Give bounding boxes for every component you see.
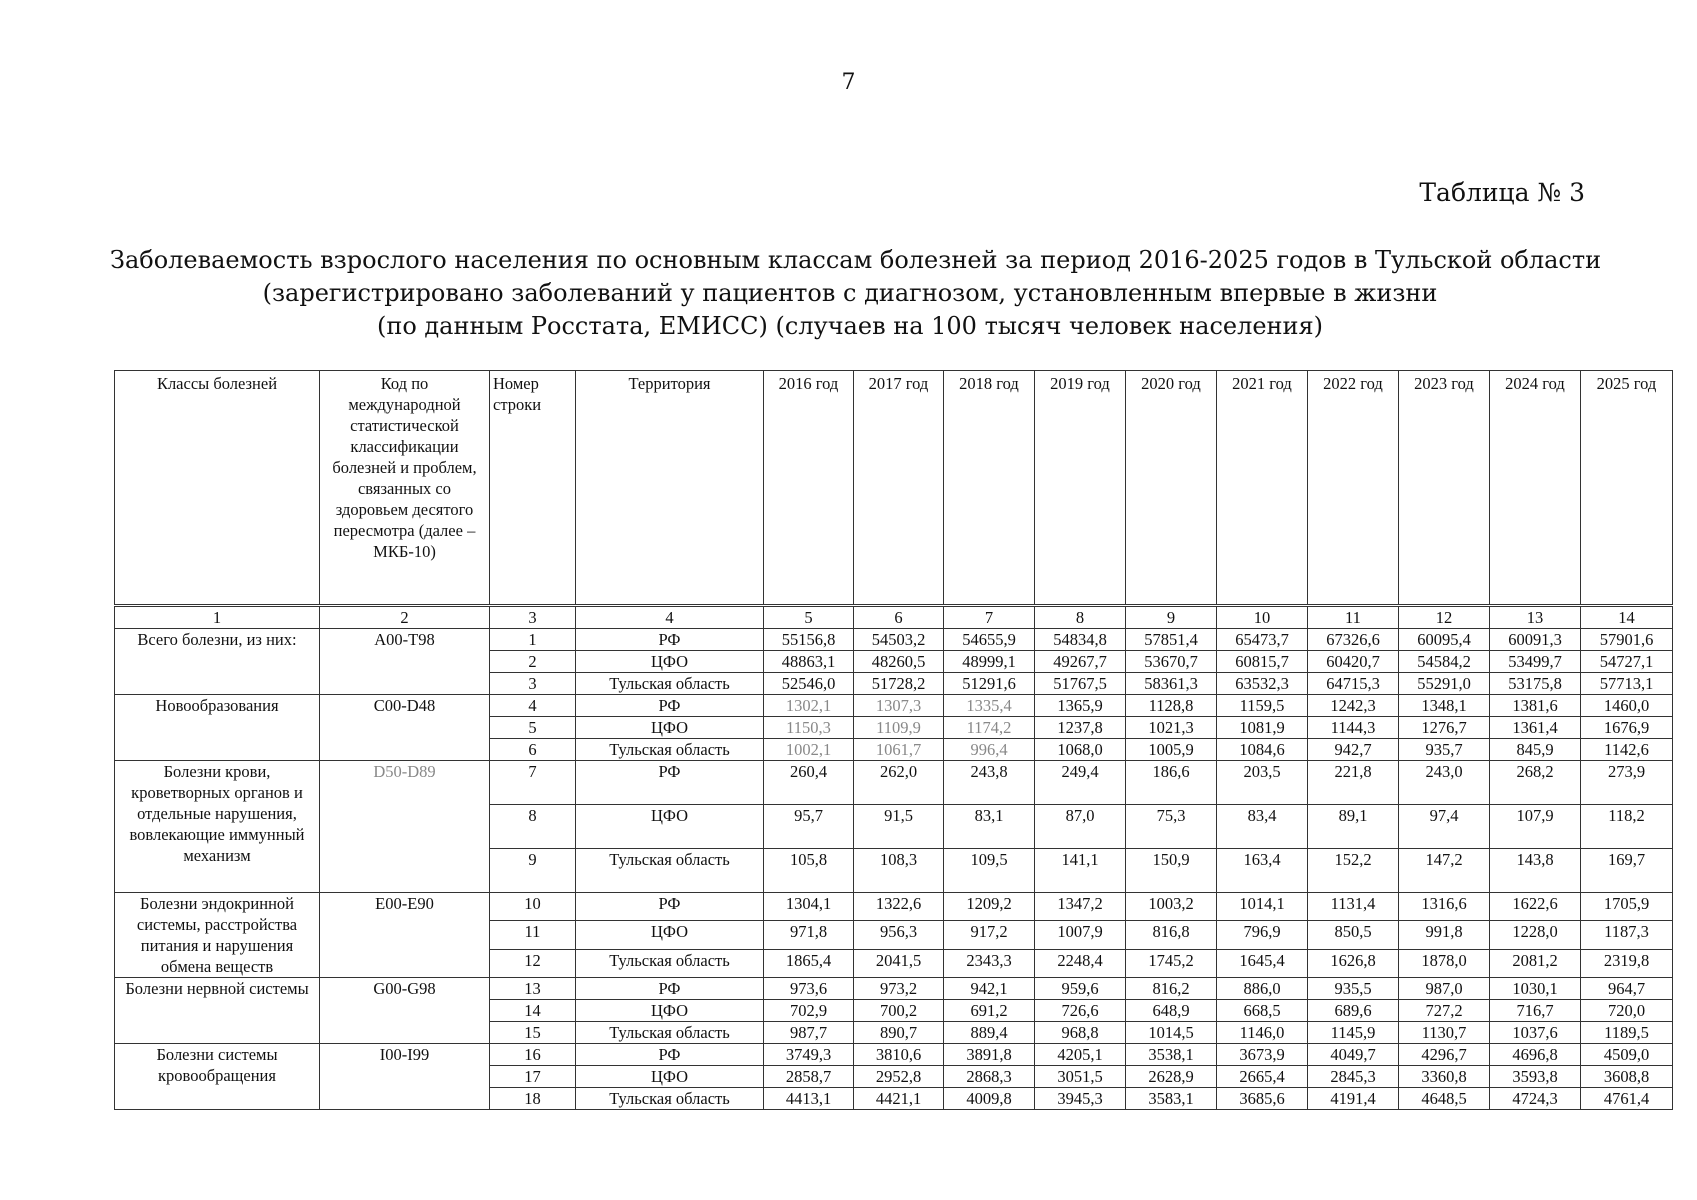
value-cell: 1109,9 [854, 717, 944, 739]
territory-cell: РФ [576, 1044, 764, 1066]
table-row [115, 978, 1673, 1000]
value-cell: 889,4 [944, 1022, 1035, 1044]
value-cell: 1005,9 [1126, 739, 1217, 761]
value-cell: 2343,3 [944, 949, 1035, 977]
disease-class-cell: Всего болезни, из них: [115, 629, 320, 695]
value-cell: 2952,8 [854, 1066, 944, 1088]
value-cell: 91,5 [854, 805, 944, 849]
value-cell: 1003,2 [1126, 893, 1217, 921]
row-number-cell: 3 [490, 673, 576, 695]
value-cell: 3810,6 [854, 1044, 944, 1066]
value-cell: 1676,9 [1581, 717, 1673, 739]
value-cell: 1304,1 [764, 893, 854, 921]
value-cell: 60420,7 [1308, 651, 1399, 673]
value-cell: 964,7 [1581, 978, 1673, 1000]
value-cell: 2081,2 [1490, 949, 1581, 977]
value-cell: 1187,3 [1581, 921, 1673, 949]
value-cell: 4296,7 [1399, 1044, 1490, 1066]
value-cell: 668,5 [1217, 1000, 1308, 1022]
table-row [115, 1044, 1673, 1066]
icd-code-cell: E00-E90 [320, 893, 490, 978]
value-cell: 4413,1 [764, 1088, 854, 1110]
value-cell: 141,1 [1035, 849, 1126, 893]
value-cell: 3945,3 [1035, 1088, 1126, 1110]
header-year: 2023 год [1399, 371, 1490, 606]
value-cell: 4421,1 [854, 1088, 944, 1110]
row-number-cell: 18 [490, 1088, 576, 1110]
value-cell: 243,0 [1399, 761, 1490, 805]
value-cell: 1145,9 [1308, 1022, 1399, 1044]
territory-cell: ЦФО [576, 717, 764, 739]
value-cell: 3593,8 [1490, 1066, 1581, 1088]
value-cell: 648,9 [1126, 1000, 1217, 1022]
column-number: 1 [115, 606, 320, 629]
row-number-cell: 7 [490, 761, 576, 805]
value-cell: 1626,8 [1308, 949, 1399, 977]
value-cell: 816,8 [1126, 921, 1217, 949]
value-cell: 1347,2 [1035, 893, 1126, 921]
value-cell: 75,3 [1126, 805, 1217, 849]
value-cell: 796,9 [1217, 921, 1308, 949]
row-number-cell: 10 [490, 893, 576, 921]
table-body [115, 629, 1673, 1110]
value-cell: 1014,1 [1217, 893, 1308, 921]
value-cell: 89,1 [1308, 805, 1399, 849]
column-number: 9 [1126, 606, 1217, 629]
value-cell: 1381,6 [1490, 695, 1581, 717]
territory-cell: РФ [576, 978, 764, 1000]
column-number: 3 [490, 606, 576, 629]
value-cell: 691,2 [944, 1000, 1035, 1022]
value-cell: 163,4 [1217, 849, 1308, 893]
column-number: 2 [320, 606, 490, 629]
icd-code-cell: C00-D48 [320, 695, 490, 761]
value-cell: 1865,4 [764, 949, 854, 977]
value-cell: 917,2 [944, 921, 1035, 949]
value-cell: 1002,1 [764, 739, 854, 761]
header-year: 2017 год [854, 371, 944, 606]
value-cell: 1174,2 [944, 717, 1035, 739]
territory-cell: РФ [576, 695, 764, 717]
value-cell: 987,0 [1399, 978, 1490, 1000]
value-cell: 51291,6 [944, 673, 1035, 695]
title-line-3: (по данным Росстата, ЕМИСС) (случаев на 100 тысяч человек населения) [376, 312, 1324, 340]
value-cell: 886,0 [1217, 978, 1308, 1000]
value-cell: 991,8 [1399, 921, 1490, 949]
value-cell: 1130,7 [1399, 1022, 1490, 1044]
value-cell: 55291,0 [1399, 673, 1490, 695]
value-cell: 942,7 [1308, 739, 1399, 761]
value-cell: 1068,0 [1035, 739, 1126, 761]
value-cell: 727,2 [1399, 1000, 1490, 1022]
disease-class-cell: Болезни системы кровообращения [115, 1044, 320, 1110]
column-number: 4 [576, 606, 764, 629]
row-number-cell: 6 [490, 739, 576, 761]
value-cell: 1878,0 [1399, 949, 1490, 977]
value-cell: 64715,3 [1308, 673, 1399, 695]
territory-cell: Тульская область [576, 949, 764, 977]
value-cell: 2041,5 [854, 949, 944, 977]
value-cell: 51767,5 [1035, 673, 1126, 695]
row-number-cell: 5 [490, 717, 576, 739]
row-number-cell: 2 [490, 651, 576, 673]
table-row [115, 629, 1673, 651]
column-number: 6 [854, 606, 944, 629]
value-cell: 203,5 [1217, 761, 1308, 805]
value-cell: 105,8 [764, 849, 854, 893]
value-cell: 890,7 [854, 1022, 944, 1044]
column-number: 11 [1308, 606, 1399, 629]
column-numbers-row [115, 606, 1673, 629]
value-cell: 3538,1 [1126, 1044, 1217, 1066]
document-title [110, 244, 1602, 343]
table-row [115, 695, 1673, 717]
value-cell: 57851,4 [1126, 629, 1217, 651]
disease-class-cell: Новообразования [115, 695, 320, 761]
value-cell: 1084,6 [1217, 739, 1308, 761]
header-year: 2019 год [1035, 371, 1126, 606]
value-cell: 1460,0 [1581, 695, 1673, 717]
value-cell: 1316,6 [1399, 893, 1490, 921]
value-cell: 48863,1 [764, 651, 854, 673]
value-cell: 2665,4 [1217, 1066, 1308, 1088]
title-line-1: Заболеваемость взрослого населения по основным классам болезней за период 2016-2025 годов в Тульской области [110, 246, 1602, 274]
value-cell: 3685,6 [1217, 1088, 1308, 1110]
header-territory: Территория [576, 371, 764, 606]
territory-cell: РФ [576, 893, 764, 921]
row-number-cell: 12 [490, 949, 576, 977]
territory-cell: Тульская область [576, 673, 764, 695]
icd-code-cell: I00-I99 [320, 1044, 490, 1110]
row-number-cell: 16 [490, 1044, 576, 1066]
value-cell: 3891,8 [944, 1044, 1035, 1066]
value-cell: 52546,0 [764, 673, 854, 695]
value-cell: 57713,1 [1581, 673, 1673, 695]
value-cell: 63532,3 [1217, 673, 1308, 695]
value-cell: 720,0 [1581, 1000, 1673, 1022]
value-cell: 845,9 [1490, 739, 1581, 761]
header-row [115, 371, 1673, 606]
morbidity-table [114, 370, 1673, 1110]
value-cell: 243,8 [944, 761, 1035, 805]
value-cell: 95,7 [764, 805, 854, 849]
value-cell: 60091,3 [1490, 629, 1581, 651]
value-cell: 53175,8 [1490, 673, 1581, 695]
value-cell: 3360,8 [1399, 1066, 1490, 1088]
column-number: 13 [1490, 606, 1581, 629]
value-cell: 54584,2 [1399, 651, 1490, 673]
value-cell: 57901,6 [1581, 629, 1673, 651]
territory-cell: РФ [576, 761, 764, 805]
value-cell: 1361,4 [1490, 717, 1581, 739]
value-cell: 4761,4 [1581, 1088, 1673, 1110]
value-cell: 2868,3 [944, 1066, 1035, 1088]
icd-code-cell: G00-G98 [320, 978, 490, 1044]
row-number-cell: 11 [490, 921, 576, 949]
header-year: 2020 год [1126, 371, 1217, 606]
value-cell: 58361,3 [1126, 673, 1217, 695]
value-cell: 987,7 [764, 1022, 854, 1044]
table-row [115, 761, 1673, 805]
title-line-2: (зарегистрировано заболеваний у пациентов с диагнозом, установленным впервые в жизни [262, 279, 1438, 307]
value-cell: 53499,7 [1490, 651, 1581, 673]
value-cell: 1131,4 [1308, 893, 1399, 921]
value-cell: 1037,6 [1490, 1022, 1581, 1044]
value-cell: 1007,9 [1035, 921, 1126, 949]
territory-cell: Тульская область [576, 1088, 764, 1110]
value-cell: 2248,4 [1035, 949, 1126, 977]
column-number: 8 [1035, 606, 1126, 629]
value-cell: 48260,5 [854, 651, 944, 673]
value-cell: 1335,4 [944, 695, 1035, 717]
value-cell: 54655,9 [944, 629, 1035, 651]
value-cell: 996,4 [944, 739, 1035, 761]
value-cell: 1242,3 [1308, 695, 1399, 717]
value-cell: 249,4 [1035, 761, 1126, 805]
value-cell: 60815,7 [1217, 651, 1308, 673]
value-cell: 4049,7 [1308, 1044, 1399, 1066]
row-number-cell: 13 [490, 978, 576, 1000]
row-number-cell: 4 [490, 695, 576, 717]
row-number-cell: 1 [490, 629, 576, 651]
value-cell: 49267,7 [1035, 651, 1126, 673]
value-cell: 262,0 [854, 761, 944, 805]
value-cell: 959,6 [1035, 978, 1126, 1000]
value-cell: 150,9 [1126, 849, 1217, 893]
value-cell: 3051,5 [1035, 1066, 1126, 1088]
value-cell: 1322,6 [854, 893, 944, 921]
value-cell: 973,6 [764, 978, 854, 1000]
page-number: 7 [841, 70, 856, 95]
column-number: 5 [764, 606, 854, 629]
value-cell: 143,8 [1490, 849, 1581, 893]
value-cell: 726,6 [1035, 1000, 1126, 1022]
row-number-cell: 9 [490, 849, 576, 893]
value-cell: 109,5 [944, 849, 1035, 893]
value-cell: 118,2 [1581, 805, 1673, 849]
value-cell: 1030,1 [1490, 978, 1581, 1000]
value-cell: 147,2 [1399, 849, 1490, 893]
row-number-cell: 15 [490, 1022, 576, 1044]
value-cell: 702,9 [764, 1000, 854, 1022]
value-cell: 1081,9 [1217, 717, 1308, 739]
disease-class-cell: Болезни эндокринной системы, расстройства питания и нарушения обмена веществ [115, 893, 320, 978]
value-cell: 816,2 [1126, 978, 1217, 1000]
value-cell: 1150,3 [764, 717, 854, 739]
value-cell: 1745,2 [1126, 949, 1217, 977]
value-cell: 1276,7 [1399, 717, 1490, 739]
territory-cell: ЦФО [576, 1066, 764, 1088]
disease-class-cell: Болезни крови, кроветворных органов и отдельные нарушения, вовлекающие иммунный механизм [115, 761, 320, 893]
column-number: 12 [1399, 606, 1490, 629]
value-cell: 2858,7 [764, 1066, 854, 1088]
icd-code-cell: D50-D89 [320, 761, 490, 893]
column-number: 14 [1581, 606, 1673, 629]
value-cell: 152,2 [1308, 849, 1399, 893]
value-cell: 3608,8 [1581, 1066, 1673, 1088]
territory-cell: Тульская область [576, 739, 764, 761]
value-cell: 4696,8 [1490, 1044, 1581, 1066]
header-year: 2018 год [944, 371, 1035, 606]
value-cell: 1237,8 [1035, 717, 1126, 739]
header-year: 2021 год [1217, 371, 1308, 606]
value-cell: 273,9 [1581, 761, 1673, 805]
value-cell: 260,4 [764, 761, 854, 805]
value-cell: 169,7 [1581, 849, 1673, 893]
value-cell: 65473,7 [1217, 629, 1308, 651]
header-year: 2016 год [764, 371, 854, 606]
value-cell: 1159,5 [1217, 695, 1308, 717]
value-cell: 221,8 [1308, 761, 1399, 805]
header-row-number: Номер строки [490, 371, 576, 606]
value-cell: 83,4 [1217, 805, 1308, 849]
header-code: Код по международной статистической классификации болезней и проблем, связанных со здоровьем десятого пересмотра (далее – МКБ-10) [320, 371, 490, 606]
value-cell: 1307,3 [854, 695, 944, 717]
value-cell: 2628,9 [1126, 1066, 1217, 1088]
value-cell: 1146,0 [1217, 1022, 1308, 1044]
value-cell: 1014,5 [1126, 1022, 1217, 1044]
value-cell: 3583,1 [1126, 1088, 1217, 1110]
value-cell: 1228,0 [1490, 921, 1581, 949]
column-number: 10 [1217, 606, 1308, 629]
value-cell: 54503,2 [854, 629, 944, 651]
value-cell: 186,6 [1126, 761, 1217, 805]
value-cell: 67326,6 [1308, 629, 1399, 651]
territory-cell: ЦФО [576, 1000, 764, 1022]
value-cell: 1705,9 [1581, 893, 1673, 921]
value-cell: 83,1 [944, 805, 1035, 849]
value-cell: 689,6 [1308, 1000, 1399, 1022]
value-cell: 268,2 [1490, 761, 1581, 805]
value-cell: 935,5 [1308, 978, 1399, 1000]
disease-class-cell: Болезни нервной системы [115, 978, 320, 1044]
value-cell: 1189,5 [1581, 1022, 1673, 1044]
value-cell: 48999,1 [944, 651, 1035, 673]
value-cell: 3673,9 [1217, 1044, 1308, 1066]
territory-cell: Тульская область [576, 849, 764, 893]
value-cell: 3749,3 [764, 1044, 854, 1066]
value-cell: 4724,3 [1490, 1088, 1581, 1110]
value-cell: 1348,1 [1399, 695, 1490, 717]
value-cell: 107,9 [1490, 805, 1581, 849]
value-cell: 700,2 [854, 1000, 944, 1022]
value-cell: 87,0 [1035, 805, 1126, 849]
territory-cell: ЦФО [576, 805, 764, 849]
territory-cell: ЦФО [576, 921, 764, 949]
territory-cell: Тульская область [576, 1022, 764, 1044]
value-cell: 4191,4 [1308, 1088, 1399, 1110]
table-row [115, 893, 1673, 921]
value-cell: 968,8 [1035, 1022, 1126, 1044]
value-cell: 973,2 [854, 978, 944, 1000]
column-number: 7 [944, 606, 1035, 629]
header-class: Классы болезней [115, 371, 320, 606]
value-cell: 956,3 [854, 921, 944, 949]
value-cell: 1365,9 [1035, 695, 1126, 717]
value-cell: 51728,2 [854, 673, 944, 695]
value-cell: 1622,6 [1490, 893, 1581, 921]
value-cell: 716,7 [1490, 1000, 1581, 1022]
value-cell: 53670,7 [1126, 651, 1217, 673]
row-number-cell: 17 [490, 1066, 576, 1088]
header-year: 2022 год [1308, 371, 1399, 606]
value-cell: 60095,4 [1399, 629, 1490, 651]
value-cell: 55156,8 [764, 629, 854, 651]
header-year: 2025 год [1581, 371, 1673, 606]
value-cell: 97,4 [1399, 805, 1490, 849]
value-cell: 1128,8 [1126, 695, 1217, 717]
value-cell: 1209,2 [944, 893, 1035, 921]
value-cell: 4509,0 [1581, 1044, 1673, 1066]
territory-cell: РФ [576, 629, 764, 651]
value-cell: 1021,3 [1126, 717, 1217, 739]
value-cell: 108,3 [854, 849, 944, 893]
value-cell: 1302,1 [764, 695, 854, 717]
value-cell: 1061,7 [854, 739, 944, 761]
table-label: Таблица № 3 [1419, 178, 1585, 207]
value-cell: 2845,3 [1308, 1066, 1399, 1088]
value-cell: 54834,8 [1035, 629, 1126, 651]
value-cell: 1142,6 [1581, 739, 1673, 761]
value-cell: 4009,8 [944, 1088, 1035, 1110]
value-cell: 54727,1 [1581, 651, 1673, 673]
row-number-cell: 14 [490, 1000, 576, 1022]
row-number-cell: 8 [490, 805, 576, 849]
territory-cell: ЦФО [576, 651, 764, 673]
value-cell: 942,1 [944, 978, 1035, 1000]
value-cell: 935,7 [1399, 739, 1490, 761]
value-cell: 2319,8 [1581, 949, 1673, 977]
value-cell: 971,8 [764, 921, 854, 949]
header-year: 2024 год [1490, 371, 1581, 606]
value-cell: 1144,3 [1308, 717, 1399, 739]
value-cell: 1645,4 [1217, 949, 1308, 977]
value-cell: 850,5 [1308, 921, 1399, 949]
icd-code-cell: A00-T98 [320, 629, 490, 695]
value-cell: 4205,1 [1035, 1044, 1126, 1066]
value-cell: 4648,5 [1399, 1088, 1490, 1110]
